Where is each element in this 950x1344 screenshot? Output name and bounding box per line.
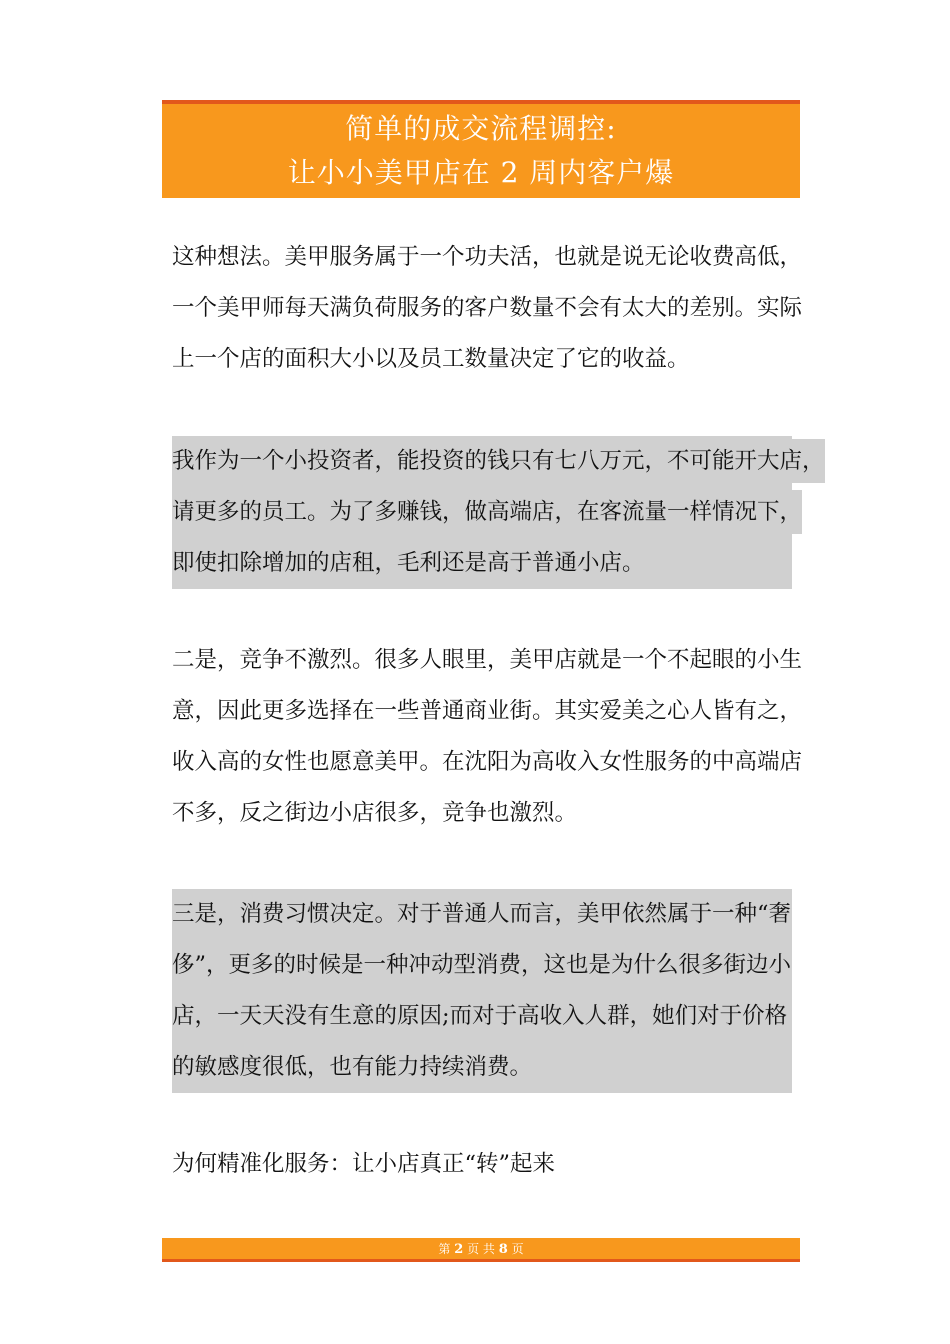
text-line: 即使扣除增加的店租，毛利还是高于普通小店。 (172, 538, 792, 589)
text-line: 侈”，更多的时候是一种冲动型消费，这也是为什么很多街边小 (172, 940, 792, 991)
text-line: 这种想法。美甲服务属于一个功夫活，也就是说无论收费高低， (172, 244, 803, 270)
paragraph-2-highlighted (172, 436, 825, 589)
text-line: 三是，消费习惯决定。对于普通人而言，美甲依然属于一种“奢 (172, 889, 792, 940)
section-heading (172, 1139, 792, 1190)
footer-suffix: 页 (511, 1242, 524, 1256)
title-line-2: 让小小美甲店在 2 周内客户爆 (287, 156, 675, 189)
paragraph-3 (172, 635, 803, 839)
text-line: 意，因此更多选择在一些普通商业街。其实爱美之心人皆有之， (172, 698, 803, 724)
footer-prefix: 第 (438, 1242, 451, 1256)
title-banner (162, 100, 800, 198)
footer-middle: 页 共 (467, 1242, 495, 1256)
total-page-number: 8 (498, 1242, 508, 1257)
text-line: 一个美甲师每天满负荷服务的客户数量不会有太大的差别。实际 (172, 295, 803, 321)
paragraph-1 (172, 232, 803, 385)
text-line: 二是，竞争不激烈。很多人眼里，美甲店就是一个不起眼的小生 (172, 647, 803, 673)
text-line: 上一个店的面积大小以及员工数量决定了它的收益。 (172, 346, 690, 372)
paragraph-4-highlighted (172, 889, 792, 1093)
text-line: 请更多的员工。为了多赚钱，做高端店，在客流量一样情况下， (172, 487, 792, 538)
text-line: 为何精准化服务：让小店真正“转”起来 (172, 1151, 556, 1177)
title-line-1: 简单的成交流程调控: (345, 112, 617, 145)
text-line: 店，一天天没有生意的原因;而对于高收入人群，她们对于价格 (172, 991, 792, 1042)
text-line: 的敏感度很低，也有能力持续消费。 (172, 1042, 792, 1093)
current-page-number: 2 (454, 1242, 464, 1257)
text-line: 不多，反之街边小店很多，竞争也激烈。 (172, 800, 578, 826)
page-footer (162, 1238, 800, 1262)
text-line: 我作为一个小投资者，能投资的钱只有七八万元，不可能开大店， (172, 436, 792, 487)
text-line: 收入高的女性也愿意美甲。在沈阳为高收入女性服务的中高端店 (172, 749, 803, 775)
